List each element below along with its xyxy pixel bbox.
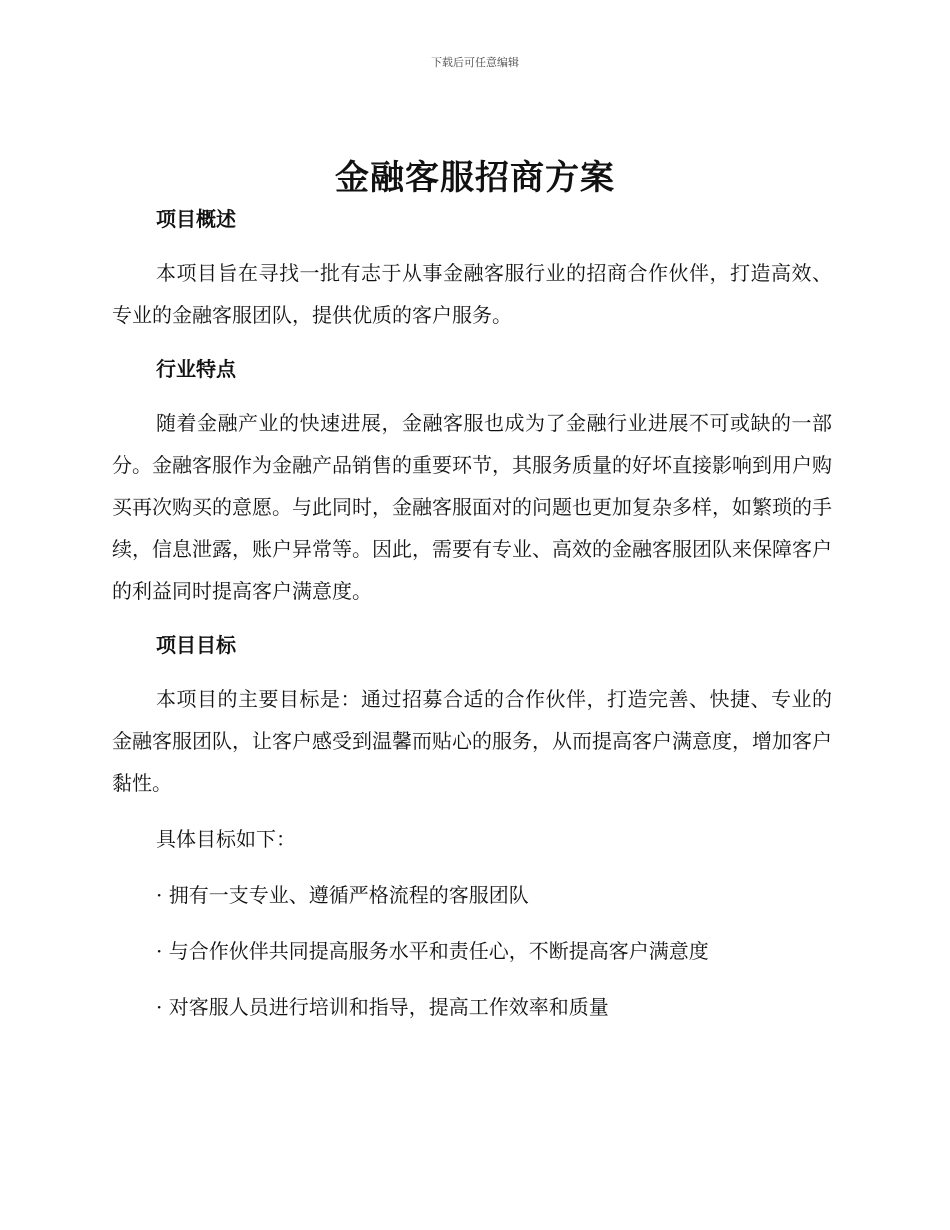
section-heading-industry: 行业特点 xyxy=(156,357,236,381)
paragraph-overview: 本项目旨在寻找一批有志于从事金融客服行业的招商合作伙伴，打造高效、专业的金融客服团队，提供优质的客户服务。 xyxy=(112,261,832,327)
paragraph-industry: 随着金融产业的快速进展，金融客服也成为了金融行业进展不可或缺的一部分。金融客服作为金融产品销售的重要环节，其服务质量的好坏直接影响到用户购买再次购买的意愿。与此同时，金融客服面对的问题也更加复杂多样，如繁琐的手续，信息泄露，账户异常等。因此，需要有专业、高效的金融客服团队来保障客户的利益同时提高客户满意度。 xyxy=(112,411,832,603)
list-item-goal-2: · 与合作伙伴共同提高服务水平和责任心，不断提高客户满意度 xyxy=(156,939,709,963)
paragraph-goals: 本项目的主要目标是：通过招募合适的合作伙伴，打造完善、快捷、专业的金融客服团队，让客户感受到温馨而贴心的服务，从而提高客户满意度，增加客户黏性。 xyxy=(112,687,832,795)
paragraph-goals-intro: 具体目标如下： xyxy=(156,827,296,851)
document-title: 金融客服招商方案 xyxy=(335,158,615,198)
document-body xyxy=(112,200,832,1028)
section-heading-goals: 项目目标 xyxy=(156,633,236,657)
list-item-goal-3: · 对客服人员进行培训和指导，提高工作效率和质量 xyxy=(156,995,609,1019)
section-heading-overview: 项目概述 xyxy=(156,207,236,231)
list-item-goal-1: · 拥有一支专业、遵循严格流程的客服团队 xyxy=(156,883,529,907)
page-header-note: 下载后可任意编辑 xyxy=(431,56,519,69)
